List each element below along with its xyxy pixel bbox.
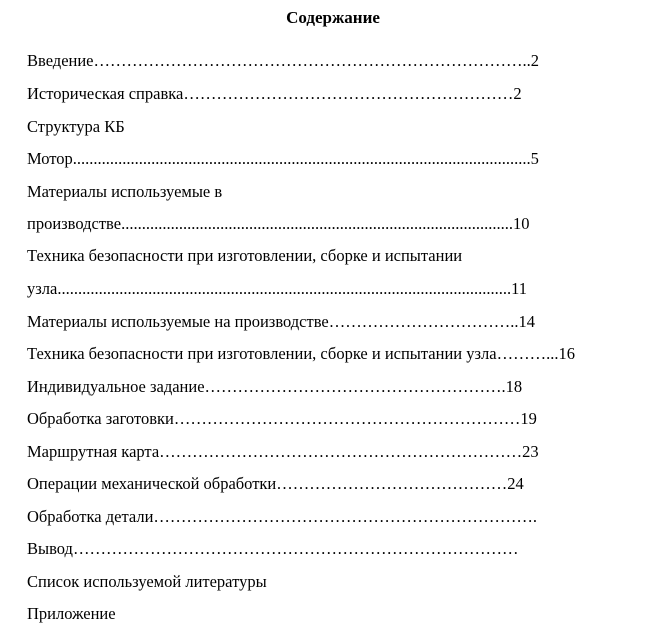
toc-entry-kb-structure: Структура КБ (27, 117, 125, 136)
toc-title: Содержание (286, 8, 380, 27)
toc-entry-historical-note: Историческая справка……………………………………………………2 (27, 84, 522, 103)
toc-entry-appendix: Приложение (27, 604, 116, 623)
toc-entry-blank-processing: Обработка заготовки………………………………………………………19 (27, 409, 537, 428)
toc-entry-production-materials: Материалы используемые на производстве……………………………..14 (27, 312, 535, 331)
toc-entry-machining-operations: Операции механической обработки……………………………………24 (27, 474, 524, 493)
toc-entry-safety-line1: Техника безопасности при изготовлении, сборке и испытании (27, 246, 463, 265)
toc-entry-motor: Мотор...............................................................................................................5 (27, 149, 539, 168)
toc-entry-materials-line1: Материалы используемые в (27, 182, 223, 201)
toc-entry-route-card: Маршрутная карта…………………………………………………………23 (27, 442, 539, 461)
toc-entry-references: Список используемой литературы (27, 572, 267, 591)
toc-entry-materials-line2: производстве...............................................................................................10 (27, 214, 530, 233)
toc-entry-individual-task: Индивидуальное задание……………………………………………….18 (27, 377, 523, 396)
toc-entry-introduction: Введение……………………………………………………………………..2 (27, 51, 540, 70)
toc-entry-safety-line2: узла..............................................................................................................11 (27, 279, 527, 298)
toc-entry-conclusion: Вывод……………………………………………………………………… (27, 539, 519, 558)
toc-entry-assembly-safety: Техника безопасности при изготовлении, сборке и испытании узла………...16 (27, 344, 575, 363)
toc-entry-part-processing: Обработка детали……………………………………………………………. (27, 507, 538, 526)
